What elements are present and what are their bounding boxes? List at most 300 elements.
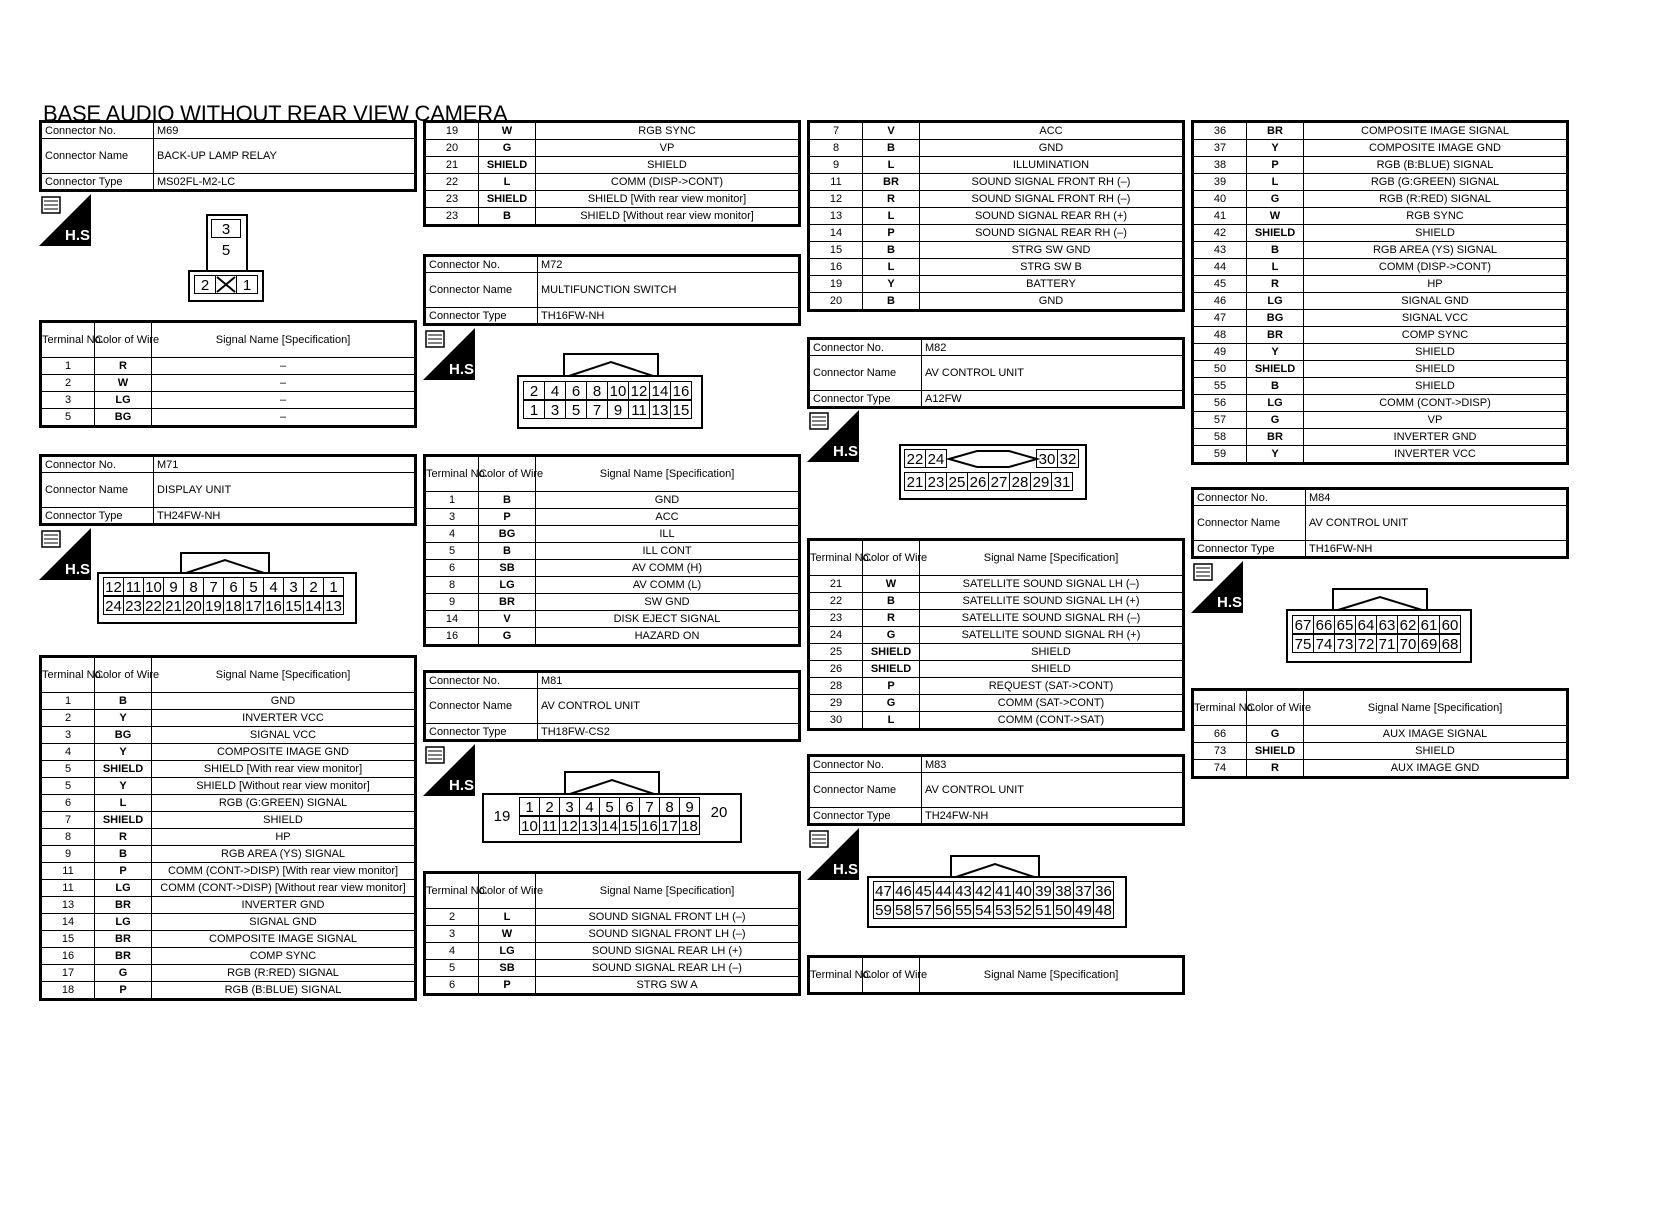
terminal-no: 11 xyxy=(809,174,863,191)
pin: 23 xyxy=(925,472,947,491)
table-row xyxy=(41,863,416,880)
wire-color: R xyxy=(1247,760,1304,778)
table-row xyxy=(41,744,416,761)
connector-name-label: Connector Name xyxy=(425,273,538,308)
pin: 14 xyxy=(599,816,620,835)
terminal-no: 29 xyxy=(809,695,863,712)
table-row xyxy=(41,897,416,914)
pin: 24 xyxy=(925,449,947,468)
table-row xyxy=(809,174,1184,191)
table-row xyxy=(1193,293,1568,310)
wire-color: W xyxy=(1247,208,1304,225)
pin: 3 xyxy=(283,577,304,596)
table-row xyxy=(809,593,1184,610)
connector-no-value: M71 xyxy=(154,456,416,473)
terminal-no-header: Terminal No. xyxy=(425,456,479,492)
wire-color: B xyxy=(479,492,536,509)
signal-name: RGB (G:GREEN) SIGNAL xyxy=(152,795,416,812)
connector-m83-header xyxy=(807,754,1185,826)
signal-name: GND xyxy=(920,140,1184,157)
table-row xyxy=(425,577,800,594)
table-row xyxy=(1193,208,1568,225)
terminal-no-header: Terminal No. xyxy=(41,322,95,358)
table-row xyxy=(1193,344,1568,361)
wire-color: SHIELD xyxy=(479,157,536,174)
terminal-table-m71-cont xyxy=(423,120,801,227)
wire-color: B xyxy=(863,593,920,610)
terminal-no: 5 xyxy=(41,778,95,795)
pin: 17 xyxy=(659,816,680,835)
signal-name: COMM (CONT->DISP) xyxy=(1304,395,1568,412)
signal-name: COMM (DISP->CONT) xyxy=(1304,259,1568,276)
pin: 52 xyxy=(1013,900,1034,919)
signal-name: SHIELD xyxy=(1304,361,1568,378)
pin: 75 xyxy=(1292,634,1314,653)
signal-name: DISK EJECT SIGNAL xyxy=(536,611,800,628)
connector-type-label: Connector Type xyxy=(1193,541,1306,558)
table-row xyxy=(41,931,416,948)
connector-no-label: Connector No. xyxy=(809,756,922,773)
table-row xyxy=(425,140,800,157)
signal-name: – xyxy=(152,375,416,392)
terminal-no: 66 xyxy=(1193,726,1247,743)
color-header: Color of Wire xyxy=(479,873,536,909)
terminal-no: 22 xyxy=(425,174,479,191)
table-row xyxy=(41,982,416,1000)
wire-color: LG xyxy=(95,392,152,409)
table-row xyxy=(809,191,1184,208)
connector-name-value: AV CONTROL UNIT xyxy=(1306,506,1568,541)
terminal-table-m84 xyxy=(1191,688,1569,779)
terminal-no: 40 xyxy=(1193,191,1247,208)
wire-color: L xyxy=(863,259,920,276)
signal-header: Signal Name [Specification] xyxy=(536,873,800,909)
table-row xyxy=(41,727,416,744)
table-row xyxy=(425,543,800,560)
signal-name: SHIELD [With rear view monitor] xyxy=(536,191,800,208)
terminal-no: 1 xyxy=(425,492,479,509)
wire-color: B xyxy=(95,693,152,710)
terminal-no: 7 xyxy=(41,812,95,829)
wire-color: V xyxy=(479,611,536,628)
connector-m81-header xyxy=(423,670,801,742)
connector-m69-header xyxy=(39,120,417,192)
terminal-no: 24 xyxy=(809,627,863,644)
page-title: BASE AUDIO WITHOUT REAR VIEW CAMERA xyxy=(43,101,508,126)
signal-name: SHIELD [With rear view monitor] xyxy=(152,761,416,778)
signal-name: COMM (CONT->DISP) [With rear view monitor] xyxy=(152,863,416,880)
table-row xyxy=(425,977,800,995)
wire-color: B xyxy=(479,543,536,560)
table-row xyxy=(41,948,416,965)
pin: 47 xyxy=(873,881,894,900)
table-row xyxy=(809,576,1184,593)
connector-m84-header xyxy=(1191,487,1569,559)
signal-name: INVERTER VCC xyxy=(152,710,416,727)
connector-no-value: M72 xyxy=(538,256,800,273)
wire-color: BR xyxy=(95,948,152,965)
signal-name: COMM (SAT->CONT) xyxy=(920,695,1184,712)
table-row xyxy=(425,208,800,226)
pin: 15 xyxy=(283,596,304,615)
connector-type-label: Connector Type xyxy=(41,174,154,191)
terminal-no: 6 xyxy=(41,795,95,812)
table-row xyxy=(809,157,1184,174)
wire-color: LG xyxy=(95,914,152,931)
terminal-no: 13 xyxy=(41,897,95,914)
wire-color: LG xyxy=(479,943,536,960)
wire-color: B xyxy=(863,242,920,259)
wire-color: L xyxy=(1247,174,1304,191)
pin-block xyxy=(206,214,248,276)
terminal-no: 30 xyxy=(809,712,863,730)
connector-no-value: M81 xyxy=(538,672,800,689)
wire-color: B xyxy=(479,208,536,226)
pin: 4 xyxy=(579,797,600,816)
table-row xyxy=(1193,191,1568,208)
terminal-no: 14 xyxy=(425,611,479,628)
wire-color: R xyxy=(95,829,152,846)
connector-type-value: A12FW xyxy=(922,391,1184,408)
wire-color: BR xyxy=(479,594,536,611)
pin-block xyxy=(517,375,703,429)
terminal-no: 15 xyxy=(809,242,863,259)
signal-name: SHIELD xyxy=(1304,378,1568,395)
color-header: Color of Wire xyxy=(479,456,536,492)
terminal-table-m72 xyxy=(423,454,801,647)
terminal-no: 28 xyxy=(809,678,863,695)
pin: 5 xyxy=(565,400,587,419)
terminal-no: 16 xyxy=(41,948,95,965)
table-row xyxy=(809,661,1184,678)
pin: 21 xyxy=(904,472,926,491)
table-row xyxy=(1193,395,1568,412)
connector-no-label: Connector No. xyxy=(425,256,538,273)
table-row xyxy=(1193,225,1568,242)
wire-color: SHIELD xyxy=(1247,743,1304,760)
terminal-no: 3 xyxy=(41,727,95,744)
pin: 11 xyxy=(539,816,560,835)
signal-name: GND xyxy=(152,693,416,710)
terminal-no: 47 xyxy=(1193,310,1247,327)
table-row xyxy=(41,965,416,982)
pin: 24 xyxy=(103,596,124,615)
table-row xyxy=(1193,412,1568,429)
pin: 15 xyxy=(670,400,692,419)
terminal-no: 8 xyxy=(41,829,95,846)
signal-name: RGB (G:GREEN) SIGNAL xyxy=(1304,174,1568,191)
pin: 65 xyxy=(1334,615,1356,634)
pin: 16 xyxy=(670,381,692,400)
table-row xyxy=(1193,122,1568,140)
pin: 16 xyxy=(263,596,284,615)
terminal-table-m81 xyxy=(423,871,801,996)
terminal-no-header: Terminal No. xyxy=(41,657,95,693)
pin: 74 xyxy=(1313,634,1335,653)
signal-name: VP xyxy=(1304,412,1568,429)
wire-color: LG xyxy=(1247,293,1304,310)
signal-name: COMPOSITE IMAGE GND xyxy=(152,744,416,761)
connector-no-value: M83 xyxy=(922,756,1184,773)
terminal-no: 7 xyxy=(809,122,863,140)
pin: 16 xyxy=(639,816,660,835)
terminal-no: 44 xyxy=(1193,259,1247,276)
pin: 8 xyxy=(659,797,680,816)
pin: 12 xyxy=(559,816,580,835)
signal-name: GND xyxy=(536,492,800,509)
wire-color: P xyxy=(479,977,536,995)
terminal-no: 15 xyxy=(41,931,95,948)
pin: 14 xyxy=(303,596,324,615)
wire-color: P xyxy=(863,225,920,242)
wire-color: L xyxy=(479,909,536,926)
pin: 3 xyxy=(544,400,566,419)
connector-name-label: Connector Name xyxy=(809,773,922,808)
connector-name-label: Connector Name xyxy=(41,473,154,508)
terminal-no: 58 xyxy=(1193,429,1247,446)
connector-name-label: Connector Name xyxy=(425,689,538,724)
wire-color: R xyxy=(863,610,920,627)
wire-color: R xyxy=(863,191,920,208)
pin: 4 xyxy=(544,381,566,400)
table-row xyxy=(1193,140,1568,157)
terminal-no: 25 xyxy=(809,644,863,661)
terminal-no: 49 xyxy=(1193,344,1247,361)
terminal-no: 57 xyxy=(1193,412,1247,429)
table-row xyxy=(41,409,416,427)
terminal-no: 22 xyxy=(809,593,863,610)
hs-label: H.S. xyxy=(833,861,863,878)
pin: 50 xyxy=(1053,900,1074,919)
signal-name: SHIELD xyxy=(536,157,800,174)
signal-name: SIGNAL VCC xyxy=(1304,310,1568,327)
terminal-no: 46 xyxy=(1193,293,1247,310)
signal-name: RGB AREA (YS) SIGNAL xyxy=(1304,242,1568,259)
color-header: Color of Wire xyxy=(863,957,920,994)
pin: 7 xyxy=(203,577,224,596)
connector-name-value: MULTIFUNCTION SWITCH xyxy=(538,273,800,308)
terminal-no: 50 xyxy=(1193,361,1247,378)
pin: 70 xyxy=(1397,634,1419,653)
pin: 57 xyxy=(913,900,934,919)
pin-block xyxy=(899,444,1087,500)
wire-color: Y xyxy=(95,778,152,795)
pin: 1 xyxy=(323,577,344,596)
wire-color: G xyxy=(1247,726,1304,743)
terminal-no: 4 xyxy=(41,744,95,761)
wire-color: LG xyxy=(95,880,152,897)
signal-name: SATELLITE SOUND SIGNAL RH (+) xyxy=(920,627,1184,644)
connector-info-table xyxy=(807,754,1185,826)
table-row xyxy=(41,880,416,897)
wire-color: BR xyxy=(863,174,920,191)
pin: 12 xyxy=(628,381,650,400)
terminal-no: 5 xyxy=(425,960,479,977)
wire-color: SB xyxy=(479,960,536,977)
terminal-no: 9 xyxy=(425,594,479,611)
terminal-no: 48 xyxy=(1193,327,1247,344)
wire-color: BG xyxy=(1247,310,1304,327)
pin: 18 xyxy=(223,596,244,615)
wire-color: B xyxy=(1247,378,1304,395)
wire-color: L xyxy=(95,795,152,812)
terminal-no-header: Terminal No. xyxy=(1193,690,1247,726)
signal-header: Signal Name [Specification] xyxy=(152,322,416,358)
wire-color: V xyxy=(863,122,920,140)
terminal-no: 16 xyxy=(809,259,863,276)
pin: 25 xyxy=(946,472,968,491)
signal-name: SOUND SIGNAL FRONT RH (–) xyxy=(920,174,1184,191)
terminal-no: 6 xyxy=(425,560,479,577)
wire-color: G xyxy=(479,628,536,646)
table-row xyxy=(1193,242,1568,259)
terminal-no: 59 xyxy=(1193,446,1247,464)
signal-name: RGB AREA (YS) SIGNAL xyxy=(152,846,416,863)
pin: 9 xyxy=(607,400,629,419)
signal-name: SATELLITE SOUND SIGNAL LH (–) xyxy=(920,576,1184,593)
pin: 39 xyxy=(1033,881,1054,900)
wire-color: LG xyxy=(1247,395,1304,412)
terminal-no: 18 xyxy=(41,982,95,1000)
terminal-no: 2 xyxy=(41,710,95,727)
connector-name-label: Connector Name xyxy=(809,356,922,391)
pin: 9 xyxy=(679,797,700,816)
table-row xyxy=(425,943,800,960)
wire-color: L xyxy=(1247,259,1304,276)
connector-m82-header xyxy=(807,337,1185,409)
terminal-no: 42 xyxy=(1193,225,1247,242)
pin: 38 xyxy=(1053,881,1074,900)
signal-name: REQUEST (SAT->CONT) xyxy=(920,678,1184,695)
table-row xyxy=(809,644,1184,661)
harness-side-icon xyxy=(39,194,95,246)
terminal-no: 23 xyxy=(425,191,479,208)
wire-color: P xyxy=(479,509,536,526)
table-row xyxy=(809,678,1184,695)
terminal-table-m83 xyxy=(807,955,1185,995)
terminal-no: 3 xyxy=(425,509,479,526)
terminal-no: 4 xyxy=(425,943,479,960)
wire-color: P xyxy=(863,678,920,695)
pin: 44 xyxy=(933,881,954,900)
terminal-no: 45 xyxy=(1193,276,1247,293)
signal-name: SHIELD xyxy=(920,644,1184,661)
wire-color: BR xyxy=(95,931,152,948)
connector-no-value: M84 xyxy=(1306,489,1568,506)
wire-color: BG xyxy=(95,727,152,744)
table-row xyxy=(425,960,800,977)
connector-no-label: Connector No. xyxy=(41,456,154,473)
pin: 51 xyxy=(1033,900,1054,919)
hs-label: H.S. xyxy=(833,443,863,460)
terminal-no: 56 xyxy=(1193,395,1247,412)
pin: 42 xyxy=(973,881,994,900)
wire-color: Y xyxy=(863,276,920,293)
pin: 3 xyxy=(211,219,241,238)
hs-label: H.S. xyxy=(1217,594,1247,611)
wire-color: L xyxy=(863,157,920,174)
harness-side-icon xyxy=(807,828,863,880)
signal-name: RGB (R:RED) SIGNAL xyxy=(1304,191,1568,208)
terminal-no: 2 xyxy=(425,909,479,926)
signal-name: SOUND SIGNAL FRONT RH (–) xyxy=(920,191,1184,208)
signal-name: ILL CONT xyxy=(536,543,800,560)
terminal-no-header: Terminal No. xyxy=(425,873,479,909)
connector-name-value: BACK-UP LAMP RELAY xyxy=(154,139,416,174)
signal-name: COMM (CONT->DISP) [Without rear view monitor] xyxy=(152,880,416,897)
table-row xyxy=(425,526,800,543)
signal-name: SOUND SIGNAL REAR LH (–) xyxy=(536,960,800,977)
table-row xyxy=(41,829,416,846)
terminal-no: 3 xyxy=(425,926,479,943)
wire-color: L xyxy=(863,712,920,730)
pin: 10 xyxy=(143,577,164,596)
pin: 6 xyxy=(223,577,244,596)
signal-header: Signal Name [Specification] xyxy=(1304,690,1568,726)
pin: 56 xyxy=(933,900,954,919)
signal-name: STRG SW B xyxy=(920,259,1184,276)
terminal-no: 6 xyxy=(425,977,479,995)
signal-header: Signal Name [Specification] xyxy=(536,456,800,492)
pin-block xyxy=(1286,609,1472,663)
connector-name-label: Connector Name xyxy=(41,139,154,174)
wire-color: R xyxy=(1247,276,1304,293)
table-row xyxy=(425,174,800,191)
connector-name-label: Connector Name xyxy=(1193,506,1306,541)
terminal-no: 21 xyxy=(809,576,863,593)
terminal-no: 23 xyxy=(809,610,863,627)
table-row xyxy=(1193,276,1568,293)
signal-name: SOUND SIGNAL REAR LH (+) xyxy=(536,943,800,960)
pin-grid xyxy=(520,797,700,835)
terminal-no-header: Terminal No. xyxy=(809,540,863,576)
terminal-no: 16 xyxy=(425,628,479,646)
pin: 8 xyxy=(586,381,608,400)
pin: 5 xyxy=(221,242,231,259)
table-row xyxy=(809,242,1184,259)
connector-info-table xyxy=(423,254,801,326)
pin: 7 xyxy=(586,400,608,419)
pin: 61 xyxy=(1418,615,1440,634)
table-row xyxy=(41,392,416,409)
wire-color: P xyxy=(95,982,152,1000)
signal-name: SW GND xyxy=(536,594,800,611)
pin: 36 xyxy=(1093,881,1114,900)
table-row xyxy=(41,914,416,931)
signal-name: SOUND SIGNAL FRONT LH (–) xyxy=(536,909,800,926)
pin: 58 xyxy=(893,900,914,919)
signal-name: RGB SYNC xyxy=(1304,208,1568,225)
wire-color: B xyxy=(1247,242,1304,259)
wire-color: SHIELD xyxy=(95,812,152,829)
table-row xyxy=(425,122,800,140)
pin-block xyxy=(867,876,1127,928)
wire-color: SHIELD xyxy=(479,191,536,208)
pin: 22 xyxy=(904,449,926,468)
pin: 20 xyxy=(710,804,728,821)
table-row xyxy=(809,695,1184,712)
signal-name: COMPOSITE IMAGE SIGNAL xyxy=(1304,122,1568,140)
terminal-no: 2 xyxy=(41,375,95,392)
pin: 7 xyxy=(639,797,660,816)
pin: 6 xyxy=(565,381,587,400)
terminal-table-m82 xyxy=(807,538,1185,731)
pin: 37 xyxy=(1073,881,1094,900)
wire-color: BR xyxy=(1247,122,1304,140)
harness-side-icon xyxy=(423,328,479,380)
terminal-no: 38 xyxy=(1193,157,1247,174)
connector-type-value: TH24FW-NH xyxy=(154,508,416,525)
